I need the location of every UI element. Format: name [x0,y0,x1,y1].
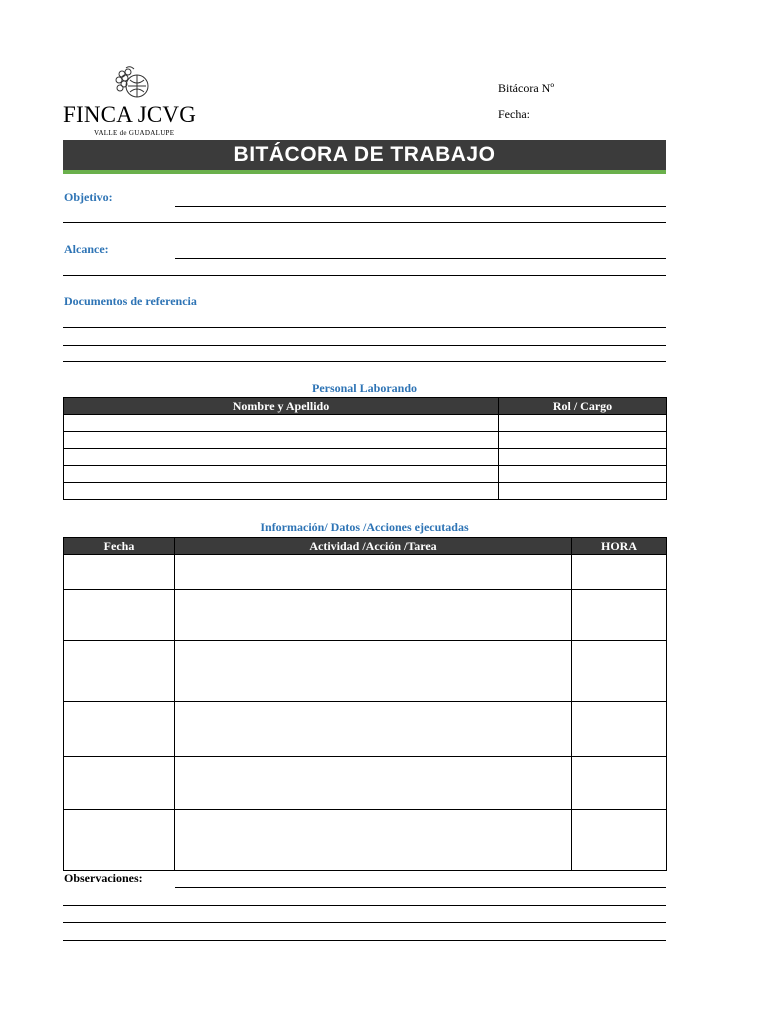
personal-section-title: Personal Laborando [311,381,417,395]
observaciones-label: Observaciones: [64,871,143,885]
logo-subtitle: VALLE de GUADALUPE [94,129,175,137]
objetivo-line-2[interactable] [63,222,666,223]
rol-cell[interactable] [499,415,667,432]
nombre-cell[interactable] [64,415,499,432]
personal-header-row [64,398,667,415]
hora-cell[interactable] [572,555,667,590]
table-row [64,483,667,500]
table-row [64,449,667,466]
observaciones-line-2[interactable] [63,905,666,906]
documentos-line-3[interactable] [63,361,666,362]
rol-header: Rol / Cargo [499,398,667,415]
title-accent-line [63,170,666,174]
table-row [64,702,667,757]
rol-cell[interactable] [499,483,667,500]
documentos-line-2[interactable] [63,345,666,346]
fecha-cell[interactable] [64,641,175,702]
actividad-cell[interactable] [175,590,572,641]
title-bar [63,140,666,170]
fecha-cell[interactable] [64,702,175,757]
nombre-cell[interactable] [64,483,499,500]
actividad-cell[interactable] [175,641,572,702]
fecha-cell[interactable] [64,555,175,590]
nombre-cell[interactable] [64,449,499,466]
grape-leaf-icon [112,66,152,102]
hora-cell[interactable] [572,702,667,757]
fecha-header: Fecha [64,538,175,555]
logo-name: FINCA JCVG [63,102,197,127]
acciones-section-title: Información/ Datos /Acciones ejecutadas [260,520,469,534]
objetivo-label: Objetivo: [64,190,113,204]
hora-header: HORA [572,538,667,555]
actividad-header: Actividad /Acción /Tarea [175,538,572,555]
fecha-cell[interactable] [64,757,175,810]
documentos-line-1[interactable] [63,327,666,328]
page-title: BITÁCORA DE TRABAJO [233,143,496,166]
table-row [64,757,667,810]
table-row [64,415,667,432]
documentos-label: Documentos de referencia [64,294,197,308]
hora-cell[interactable] [572,810,667,871]
alcance-line-1[interactable] [175,258,666,259]
table-row [64,466,667,483]
actividad-cell[interactable] [175,702,572,757]
hora-cell[interactable] [572,590,667,641]
fecha-label: Fecha: [498,107,530,121]
actividad-cell[interactable] [175,555,572,590]
fecha-cell[interactable] [64,590,175,641]
bitacora-number-label: Bitácora Nº [498,81,555,95]
observaciones-line-1[interactable] [175,887,666,888]
table-row [64,810,667,871]
alcance-line-2[interactable] [63,275,666,276]
rol-cell[interactable] [499,432,667,449]
table-row [64,641,667,702]
nombre-cell[interactable] [64,466,499,483]
actividad-cell[interactable] [175,757,572,810]
table-row [64,590,667,641]
fecha-cell[interactable] [64,810,175,871]
nombre-header: Nombre y Apellido [64,398,499,415]
observaciones-line-4[interactable] [63,940,666,941]
objetivo-line-1[interactable] [175,206,666,207]
acciones-header-row [64,538,667,555]
observaciones-line-3[interactable] [63,922,666,923]
rol-cell[interactable] [499,466,667,483]
alcance-label: Alcance: [64,242,109,256]
table-row [64,555,667,590]
acciones-table [63,537,667,871]
actividad-cell[interactable] [175,810,572,871]
finca-logo [60,66,220,142]
hora-cell[interactable] [572,757,667,810]
table-row [64,432,667,449]
nombre-cell[interactable] [64,432,499,449]
rol-cell[interactable] [499,449,667,466]
hora-cell[interactable] [572,641,667,702]
personal-table [63,397,667,500]
